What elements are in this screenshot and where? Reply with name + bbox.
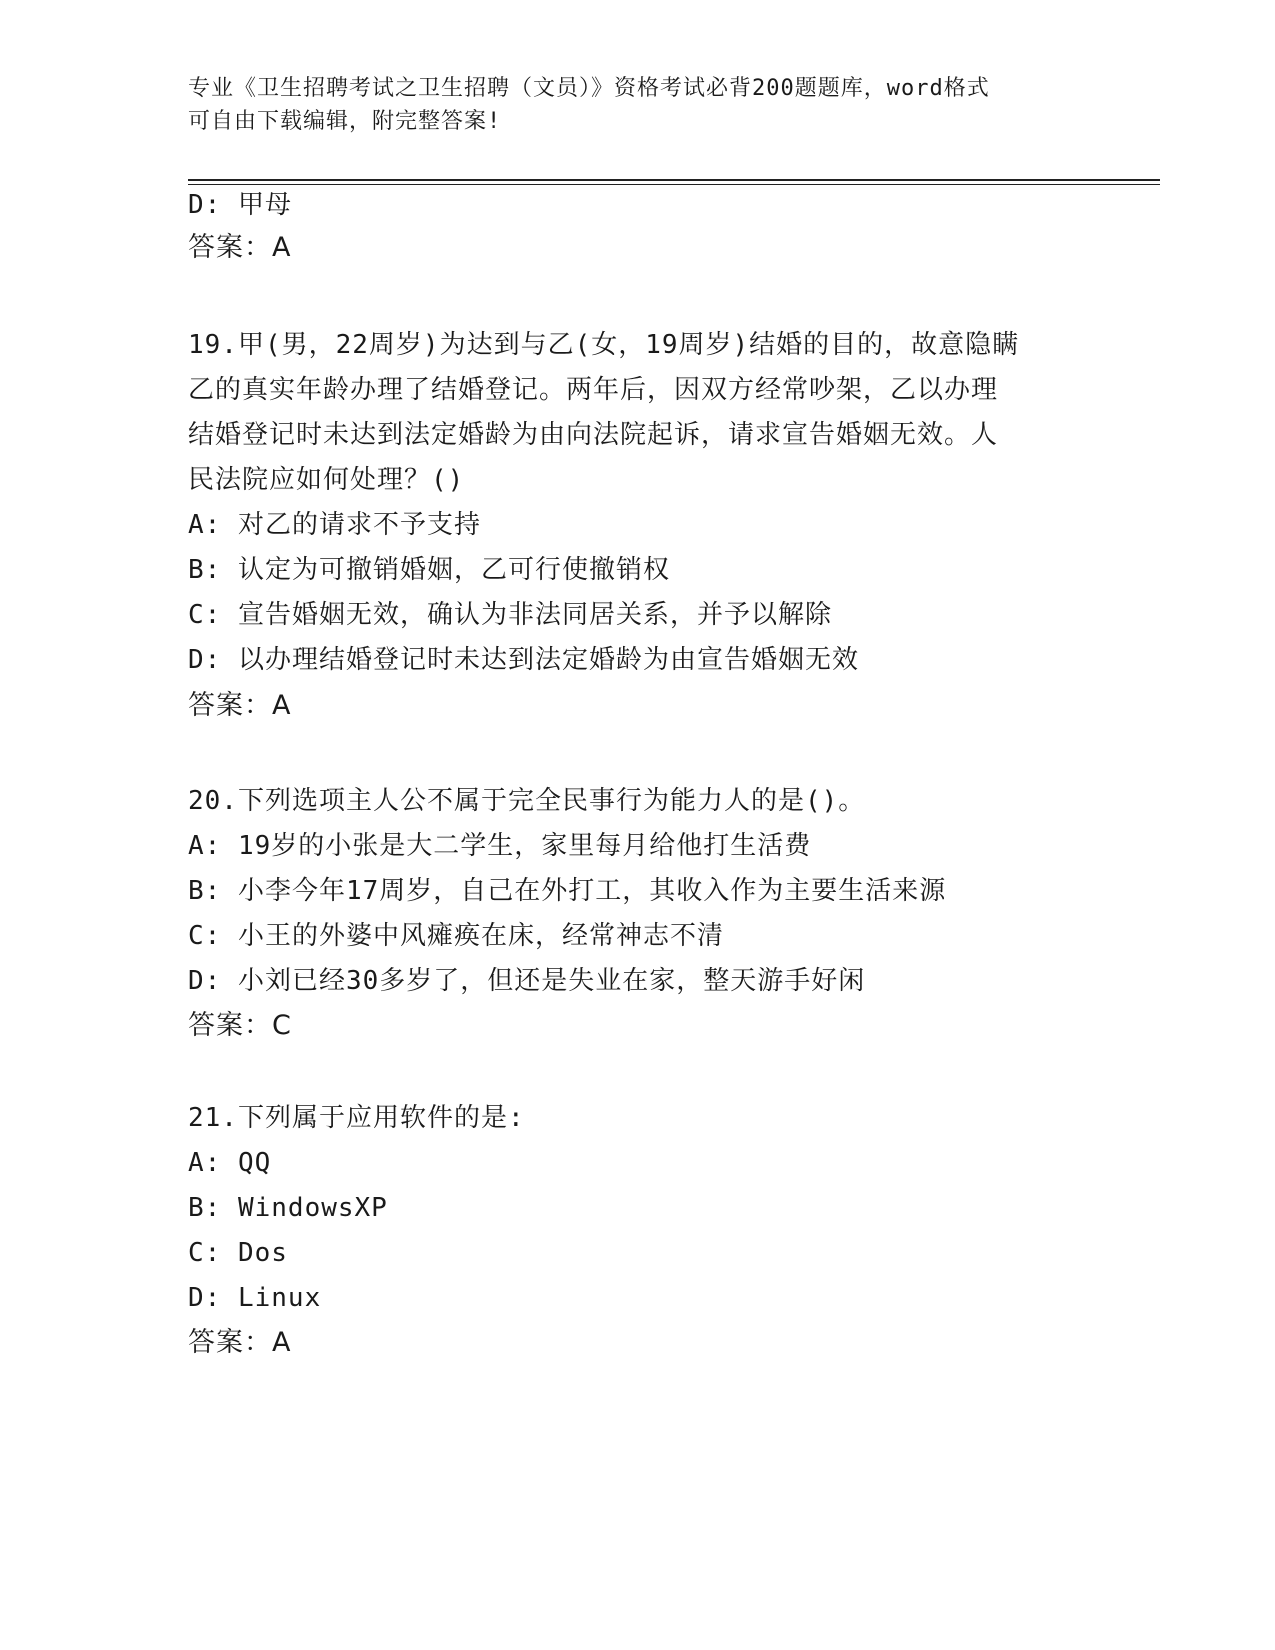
q20-title: 20.下列选项主人公不属于完全民事行为能力人的是()。 [188, 786, 866, 816]
q21-option-a: A: QQ [188, 1148, 272, 1178]
header-divider-thin [188, 184, 1160, 185]
q19-title-line-4: 民法院应如何处理？() [188, 465, 465, 495]
q19-title-line-3: 结婚登记时未达到法定婚龄为由向法院起诉，请求宣告婚姻无效。人 [188, 420, 999, 450]
q19-option-d: D: 以办理结婚登记时未达到法定婚龄为由宣告婚姻无效 [188, 645, 859, 675]
q19-title-line-2: 乙的真实年龄办理了结婚登记。两年后，因双方经常吵架，乙以办理 [188, 375, 999, 405]
q19-title-line-1: 19.甲(男，22周岁)为达到与乙(女，19周岁)结婚的目的，故意隐瞒 [188, 330, 1020, 360]
q20-option-d: D: 小刘已经30多岁了，但还是失业在家，整天游手好闲 [188, 966, 866, 996]
q19-answer: 答案：A [188, 690, 292, 721]
q20-answer: 答案：C [188, 1010, 292, 1041]
document-header [188, 72, 1068, 138]
header-divider-thick [188, 179, 1160, 181]
header-line-2: 可自由下载编辑，附完整答案! [188, 109, 502, 134]
prev-answer: 答案：A [188, 232, 292, 263]
q19-option-a: A: 对乙的请求不予支持 [188, 510, 481, 540]
q21-option-d: D: Linux [188, 1283, 322, 1313]
q21-answer: 答案：A [188, 1327, 292, 1358]
q20-option-b: B: 小李今年17周岁，自己在外打工，其收入作为主要生活来源 [188, 876, 947, 906]
q20-option-a: A: 19岁的小张是大二学生，家里每月给他打生活费 [188, 831, 812, 861]
q21-option-b: B: WindowsXP [188, 1193, 388, 1223]
header-line-1: 专业《卫生招聘考试之卫生招聘（文员）》资格考试必背200题题库，word格式 [188, 76, 990, 101]
q21-title: 21.下列属于应用软件的是: [188, 1103, 525, 1133]
q19-option-c: C: 宣告婚姻无效，确认为非法同居关系，并予以解除 [188, 600, 832, 630]
q19-option-b: B: 认定为可撤销婚姻，乙可行使撤销权 [188, 555, 670, 585]
q20-option-c: C: 小王的外婆中风瘫痪在床，经常神志不清 [188, 921, 724, 951]
q21-option-c: C: Dos [188, 1238, 288, 1268]
prev-option-d: D: 甲母 [188, 190, 292, 220]
